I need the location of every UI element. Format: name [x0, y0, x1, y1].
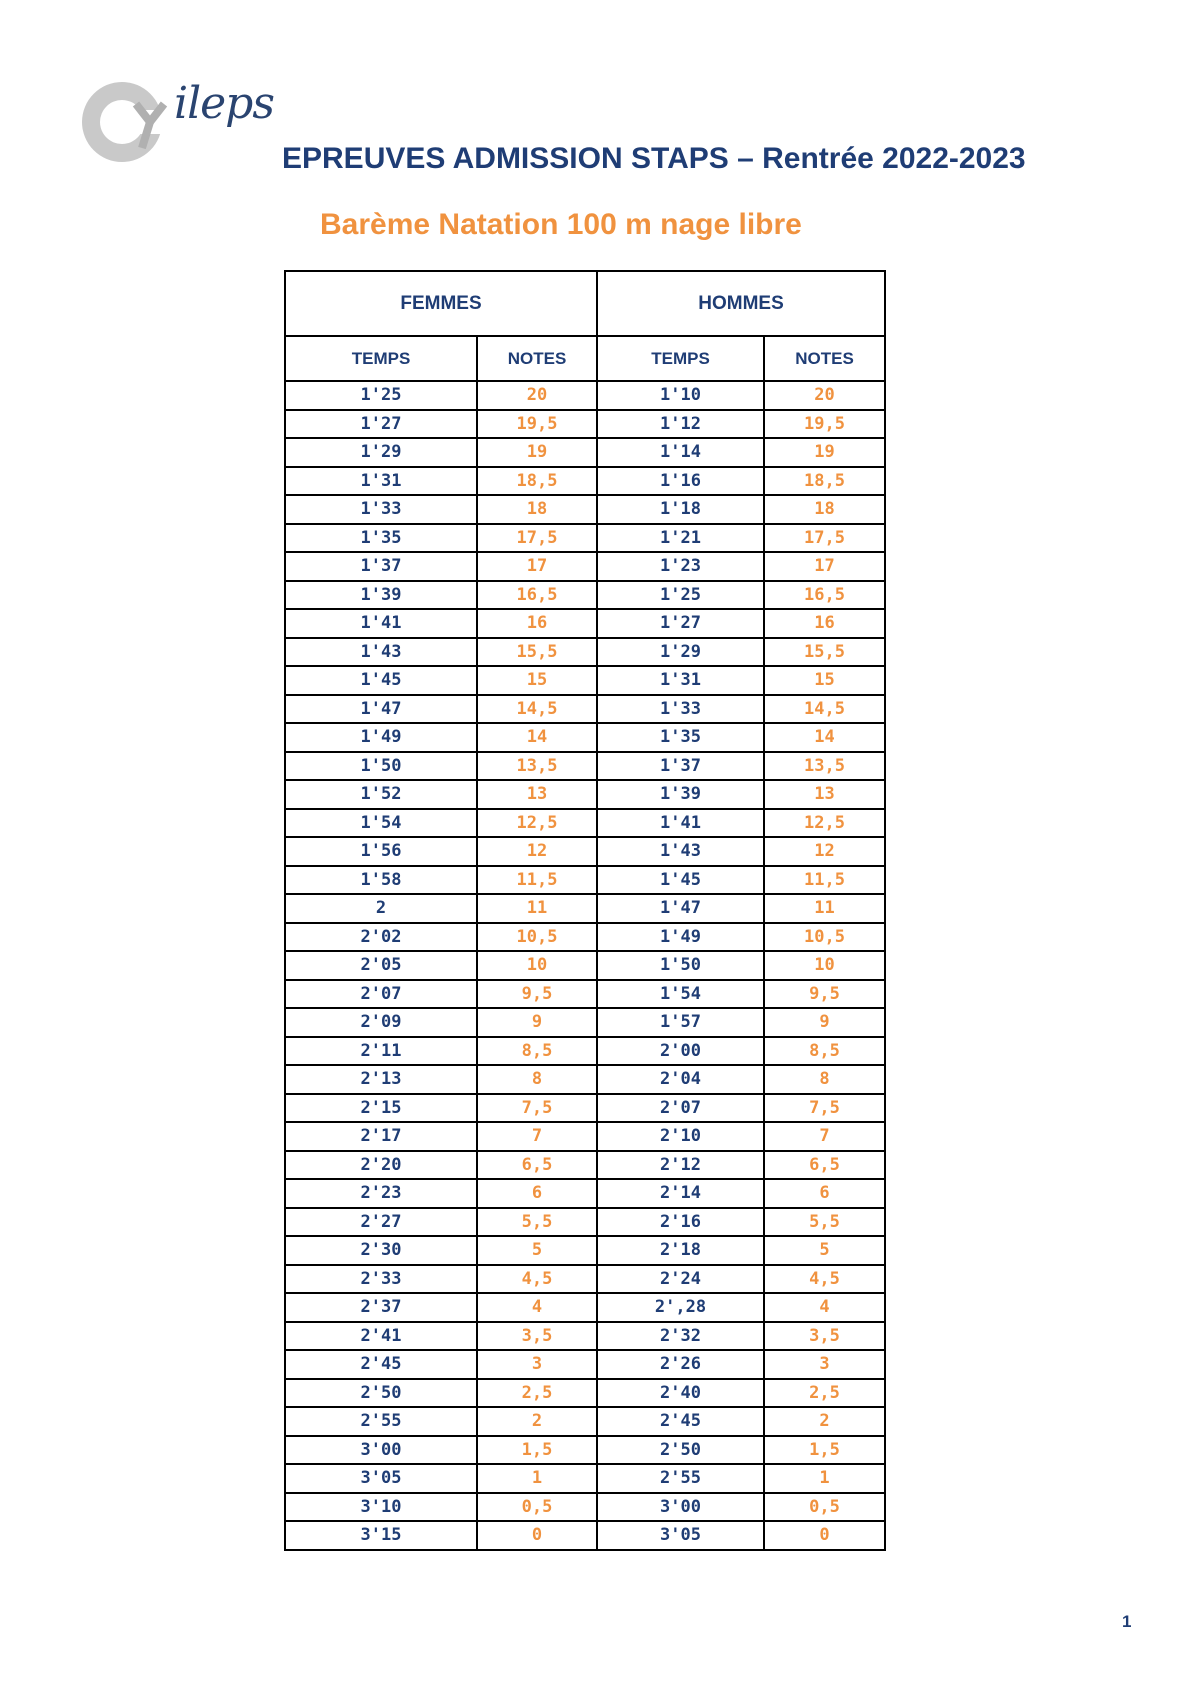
cell-hommes-note: 0,5	[764, 1493, 885, 1522]
cell-femmes-temps: 3'10	[285, 1493, 477, 1522]
table-row	[285, 410, 885, 439]
table-row	[285, 723, 885, 752]
cell-femmes-note: 15	[477, 666, 597, 695]
cell-hommes-note: 6,5	[764, 1151, 885, 1180]
table-row	[285, 1151, 885, 1180]
cell-hommes-temps: 1'39	[597, 780, 764, 809]
cell-hommes-note: 4,5	[764, 1265, 885, 1294]
cell-hommes-note: 17	[764, 552, 885, 581]
table-row	[285, 638, 885, 667]
cell-femmes-note: 12	[477, 837, 597, 866]
table-row	[285, 951, 885, 980]
cell-hommes-temps: 2'50	[597, 1436, 764, 1465]
scoring-table	[284, 270, 886, 1551]
cell-femmes-temps: 2'45	[285, 1350, 477, 1379]
cell-hommes-temps: 2'45	[597, 1407, 764, 1436]
cell-hommes-note: 12	[764, 837, 885, 866]
cell-hommes-note: 16,5	[764, 581, 885, 610]
cell-femmes-note: 19	[477, 438, 597, 467]
cell-hommes-temps: 1'45	[597, 866, 764, 895]
cell-femmes-note: 10	[477, 951, 597, 980]
cell-hommes-temps: 1'43	[597, 837, 764, 866]
cell-hommes-note: 10	[764, 951, 885, 980]
cell-hommes-note: 2,5	[764, 1379, 885, 1408]
cell-hommes-note: 15,5	[764, 638, 885, 667]
cell-hommes-temps: 1'41	[597, 809, 764, 838]
cell-femmes-temps: 2'07	[285, 980, 477, 1009]
cell-hommes-temps: 2'00	[597, 1037, 764, 1066]
cell-femmes-note: 11	[477, 894, 597, 923]
cell-hommes-note: 19,5	[764, 410, 885, 439]
table-row	[285, 1464, 885, 1493]
cell-femmes-note: 4,5	[477, 1265, 597, 1294]
cell-femmes-note: 9	[477, 1008, 597, 1037]
cell-femmes-note: 11,5	[477, 866, 597, 895]
table-row	[285, 1379, 885, 1408]
cell-hommes-note: 12,5	[764, 809, 885, 838]
column-header-hommes-temps: TEMPS	[597, 336, 764, 381]
table-row	[285, 1322, 885, 1351]
cell-femmes-temps: 1'43	[285, 638, 477, 667]
cell-hommes-temps: 1'47	[597, 894, 764, 923]
cell-femmes-temps: 1'56	[285, 837, 477, 866]
cell-hommes-note: 14,5	[764, 695, 885, 724]
cell-hommes-temps: 1'16	[597, 467, 764, 496]
cell-femmes-note: 18	[477, 495, 597, 524]
cell-femmes-temps: 1'31	[285, 467, 477, 496]
cell-femmes-note: 2	[477, 1407, 597, 1436]
cell-hommes-note: 19	[764, 438, 885, 467]
logo-wordmark: ileps	[174, 78, 274, 129]
cell-femmes-temps: 2'23	[285, 1179, 477, 1208]
cell-hommes-note: 17,5	[764, 524, 885, 553]
cell-femmes-temps: 2'13	[285, 1065, 477, 1094]
cell-femmes-note: 2,5	[477, 1379, 597, 1408]
table-row	[285, 1521, 885, 1550]
cell-femmes-note: 0	[477, 1521, 597, 1550]
cell-hommes-temps: 1'21	[597, 524, 764, 553]
cell-femmes-temps: 2	[285, 894, 477, 923]
table-row	[285, 666, 885, 695]
page-title: EPREUVES ADMISSION STAPS – Rentrée 2022-2023	[282, 142, 1026, 175]
table-row	[285, 1122, 885, 1151]
cell-femmes-temps: 1'49	[285, 723, 477, 752]
cell-femmes-note: 0,5	[477, 1493, 597, 1522]
cell-hommes-note: 16	[764, 609, 885, 638]
page-number: 1	[1122, 1612, 1132, 1631]
cell-femmes-note: 6	[477, 1179, 597, 1208]
cell-hommes-note: 20	[764, 381, 885, 410]
cell-femmes-temps: 1'29	[285, 438, 477, 467]
table-row	[285, 1493, 885, 1522]
cell-hommes-temps: 1'25	[597, 581, 764, 610]
table-row	[285, 1350, 885, 1379]
table-row	[285, 1208, 885, 1237]
cell-hommes-temps: 1'29	[597, 638, 764, 667]
column-header-femmes-notes: NOTES	[477, 336, 597, 381]
table-row	[285, 1236, 885, 1265]
cell-femmes-note: 15,5	[477, 638, 597, 667]
cell-hommes-temps: 1'49	[597, 923, 764, 952]
cell-hommes-note: 8	[764, 1065, 885, 1094]
cell-femmes-note: 5	[477, 1236, 597, 1265]
cell-femmes-note: 1,5	[477, 1436, 597, 1465]
cell-femmes-temps: 1'39	[285, 581, 477, 610]
cell-femmes-temps: 2'20	[285, 1151, 477, 1180]
table-row	[285, 837, 885, 866]
cell-hommes-temps: 3'00	[597, 1493, 764, 1522]
cell-femmes-temps: 2'05	[285, 951, 477, 980]
cell-femmes-note: 7,5	[477, 1094, 597, 1123]
table-row	[285, 1037, 885, 1066]
cell-femmes-note: 5,5	[477, 1208, 597, 1237]
cell-hommes-temps: 1'12	[597, 410, 764, 439]
cell-hommes-temps: 2'10	[597, 1122, 764, 1151]
table-row	[285, 866, 885, 895]
table-row	[285, 495, 885, 524]
table-row	[285, 524, 885, 553]
cell-hommes-note: 9	[764, 1008, 885, 1037]
cell-femmes-temps: 2'09	[285, 1008, 477, 1037]
table-row	[285, 467, 885, 496]
cell-femmes-temps: 1'47	[285, 695, 477, 724]
cell-femmes-note: 8	[477, 1065, 597, 1094]
cell-hommes-temps: 2'18	[597, 1236, 764, 1265]
cell-femmes-note: 18,5	[477, 467, 597, 496]
cell-hommes-note: 14	[764, 723, 885, 752]
cell-hommes-note: 8,5	[764, 1037, 885, 1066]
cell-hommes-temps: 1'14	[597, 438, 764, 467]
cell-hommes-note: 10,5	[764, 923, 885, 952]
cell-femmes-temps: 2'30	[285, 1236, 477, 1265]
cell-hommes-note: 5	[764, 1236, 885, 1265]
cell-hommes-temps: 3'05	[597, 1521, 764, 1550]
table-row	[285, 552, 885, 581]
cell-hommes-note: 18	[764, 495, 885, 524]
cell-femmes-note: 3	[477, 1350, 597, 1379]
cell-hommes-temps: 2'14	[597, 1179, 764, 1208]
cell-hommes-note: 11,5	[764, 866, 885, 895]
cell-femmes-note: 16	[477, 609, 597, 638]
cell-hommes-temps: 1'37	[597, 752, 764, 781]
cell-femmes-temps: 1'54	[285, 809, 477, 838]
cell-hommes-note: 9,5	[764, 980, 885, 1009]
table-row	[285, 780, 885, 809]
cell-femmes-temps: 1'33	[285, 495, 477, 524]
cell-hommes-note: 18,5	[764, 467, 885, 496]
cell-femmes-note: 13	[477, 780, 597, 809]
cell-femmes-temps: 1'35	[285, 524, 477, 553]
column-header-row	[285, 336, 885, 381]
table-row	[285, 1065, 885, 1094]
cell-hommes-temps: 2'32	[597, 1322, 764, 1351]
cell-hommes-note: 7,5	[764, 1094, 885, 1123]
table-row	[285, 1265, 885, 1294]
cell-hommes-temps: 2'07	[597, 1094, 764, 1123]
cell-hommes-temps: 2'40	[597, 1379, 764, 1408]
cell-femmes-temps: 1'52	[285, 780, 477, 809]
table-row	[285, 1094, 885, 1123]
cell-hommes-temps: 1'23	[597, 552, 764, 581]
cell-femmes-temps: 2'50	[285, 1379, 477, 1408]
cell-hommes-temps: 2'26	[597, 1350, 764, 1379]
cell-femmes-temps: 1'50	[285, 752, 477, 781]
cell-femmes-note: 8,5	[477, 1037, 597, 1066]
group-header-row	[285, 271, 885, 336]
table-row	[285, 1179, 885, 1208]
cell-femmes-temps: 1'25	[285, 381, 477, 410]
cell-femmes-temps: 3'00	[285, 1436, 477, 1465]
table-row	[285, 1436, 885, 1465]
table-row	[285, 1407, 885, 1436]
cell-hommes-note: 6	[764, 1179, 885, 1208]
cell-femmes-note: 3,5	[477, 1322, 597, 1351]
cell-hommes-note: 13	[764, 780, 885, 809]
cell-femmes-note: 7	[477, 1122, 597, 1151]
cell-femmes-temps: 2'15	[285, 1094, 477, 1123]
cell-femmes-temps: 2'41	[285, 1322, 477, 1351]
cell-femmes-note: 16,5	[477, 581, 597, 610]
table-row	[285, 609, 885, 638]
cell-femmes-temps: 2'02	[285, 923, 477, 952]
table-row	[285, 809, 885, 838]
cell-hommes-temps: 2'12	[597, 1151, 764, 1180]
cell-hommes-temps: 2'16	[597, 1208, 764, 1237]
cell-hommes-note: 1,5	[764, 1436, 885, 1465]
cell-hommes-temps: 1'54	[597, 980, 764, 1009]
table-row	[285, 923, 885, 952]
cell-hommes-note: 5,5	[764, 1208, 885, 1237]
table-row	[285, 980, 885, 1009]
cell-hommes-temps: 1'50	[597, 951, 764, 980]
group-header-hommes: HOMMES	[597, 271, 885, 336]
cell-hommes-temps: 2',28	[597, 1293, 764, 1322]
cell-hommes-temps: 1'31	[597, 666, 764, 695]
cell-femmes-note: 17,5	[477, 524, 597, 553]
cell-femmes-note: 19,5	[477, 410, 597, 439]
cell-femmes-temps: 1'41	[285, 609, 477, 638]
cell-hommes-note: 15	[764, 666, 885, 695]
cell-femmes-temps: 2'11	[285, 1037, 477, 1066]
cell-hommes-note: 3	[764, 1350, 885, 1379]
cell-hommes-temps: 1'57	[597, 1008, 764, 1037]
cell-hommes-note: 7	[764, 1122, 885, 1151]
cell-femmes-temps: 2'33	[285, 1265, 477, 1294]
table-row	[285, 1293, 885, 1322]
cell-femmes-note: 10,5	[477, 923, 597, 952]
cell-femmes-temps: 1'45	[285, 666, 477, 695]
cell-femmes-note: 9,5	[477, 980, 597, 1009]
cell-femmes-note: 20	[477, 381, 597, 410]
cell-femmes-temps: 3'15	[285, 1521, 477, 1550]
cell-hommes-note: 2	[764, 1407, 885, 1436]
cell-femmes-temps: 3'05	[285, 1464, 477, 1493]
table-row	[285, 695, 885, 724]
cell-femmes-temps: 1'27	[285, 410, 477, 439]
cell-femmes-temps: 2'55	[285, 1407, 477, 1436]
table-row	[285, 581, 885, 610]
table-row	[285, 894, 885, 923]
cell-femmes-temps: 1'37	[285, 552, 477, 581]
cell-hommes-note: 0	[764, 1521, 885, 1550]
table-row	[285, 438, 885, 467]
cell-hommes-temps: 2'04	[597, 1065, 764, 1094]
group-header-femmes: FEMMES	[285, 271, 597, 336]
cell-femmes-note: 6,5	[477, 1151, 597, 1180]
cell-femmes-note: 17	[477, 552, 597, 581]
table-row	[285, 1008, 885, 1037]
cell-femmes-note: 14	[477, 723, 597, 752]
cell-femmes-temps: 2'37	[285, 1293, 477, 1322]
table-body	[285, 381, 885, 1550]
cell-hommes-temps: 1'35	[597, 723, 764, 752]
cell-femmes-note: 4	[477, 1293, 597, 1322]
cell-femmes-temps: 2'27	[285, 1208, 477, 1237]
cell-hommes-note: 11	[764, 894, 885, 923]
column-header-hommes-notes: NOTES	[764, 336, 885, 381]
cell-hommes-temps: 1'33	[597, 695, 764, 724]
table-row	[285, 752, 885, 781]
cell-hommes-note: 3,5	[764, 1322, 885, 1351]
cell-hommes-note: 1	[764, 1464, 885, 1493]
cell-hommes-note: 13,5	[764, 752, 885, 781]
table-row	[285, 381, 885, 410]
cell-hommes-temps: 1'27	[597, 609, 764, 638]
cell-femmes-note: 13,5	[477, 752, 597, 781]
cell-femmes-temps: 2'17	[285, 1122, 477, 1151]
cell-hommes-temps: 2'24	[597, 1265, 764, 1294]
cell-hommes-temps: 2'55	[597, 1464, 764, 1493]
cell-femmes-temps: 1'58	[285, 866, 477, 895]
column-header-femmes-temps: TEMPS	[285, 336, 477, 381]
cell-hommes-temps: 1'10	[597, 381, 764, 410]
cell-hommes-temps: 1'18	[597, 495, 764, 524]
cell-femmes-note: 1	[477, 1464, 597, 1493]
cell-femmes-note: 14,5	[477, 695, 597, 724]
cell-hommes-note: 4	[764, 1293, 885, 1322]
page-subtitle: Barème Natation 100 m nage libre	[320, 208, 802, 241]
cell-femmes-note: 12,5	[477, 809, 597, 838]
